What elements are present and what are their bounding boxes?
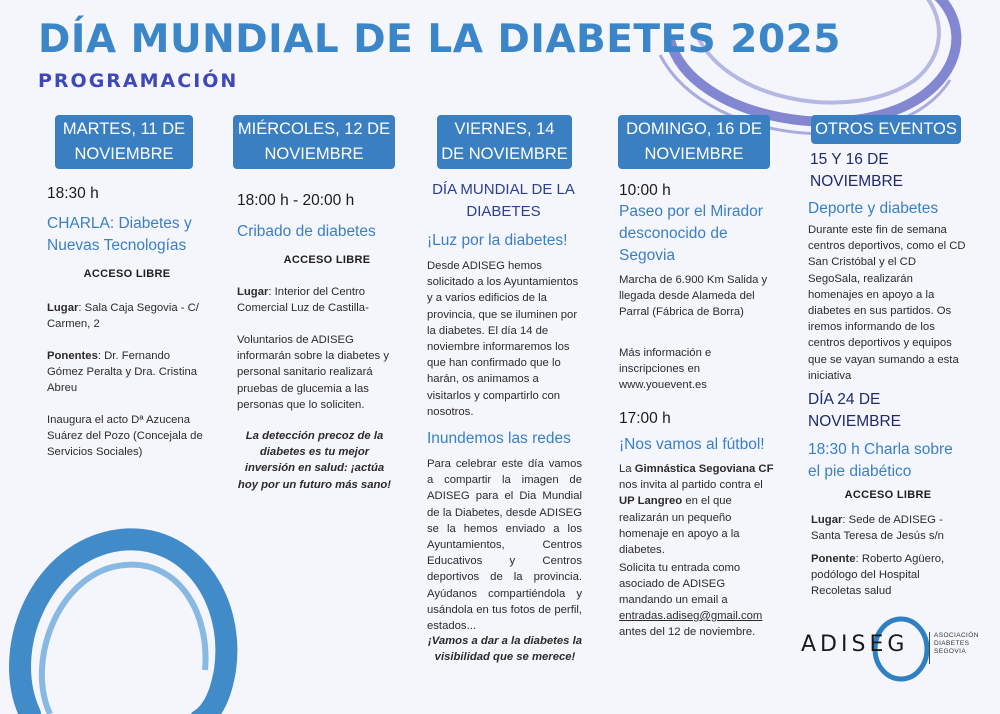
venue-value: : Sala Caja Segovia - C/ Carmen, 2 [47,302,199,331]
redes-text: Para celebrar este día vamos a compartir la imagen de ADISEG para el Dia Mundial de la Diabetes, desde ADISEG se la hemos enviado a los Ayuntamientos, Centros Educativos y Centros deportivos de la provincia. Ayúdanos compartiéndola y usándola en tus fotos de perfil, estados... [427,458,582,633]
logo-tagline-1: ASOCIACIÓN [934,632,979,639]
email-link[interactable]: entradas.adiseg@gmail.com [619,610,763,622]
speaker-label: Ponente [811,553,856,565]
team-1: Gimnástica Segoviana CF [634,463,774,475]
adiseg-logo [801,620,991,680]
inauguration-text: Inaugura el acto Dª Azucena Suárez del Pozo (Concejala de Servicios Sociales) [47,414,203,459]
access-label: ACCESO LIBRE [283,254,371,266]
logo-divider [929,632,930,664]
event-title: CHARLA: Diabetes y Nuevas Tecnologías [47,215,192,254]
event-title: Paseo por el Mirador desconocido de Segovia [619,203,763,264]
page-title: DÍA MUNDIAL DE LA DIABETES 2025 [38,17,841,62]
march-text: Marcha de 6.900 Km Salida y llegada desde Alameda del Parral (Fábrica de Borra) [619,274,768,319]
event-title: ¡Nos vamos al fútbol! [619,436,765,453]
page-subtitle: PROGRAMACIÓN [38,70,239,92]
day-header: OTROS EVENTOS [811,115,961,144]
venue-value: : Interior del Centro Comercial Luz de Castilla- [237,286,369,315]
venue-text [237,284,397,316]
ring-bottom-left-decoration [0,520,240,714]
day-header: MIÉRCOLES, 12 DE NOVIEMBRE [233,115,395,169]
venue-value: : Sede de ADISEG - Santa Teresa de Jesús s/n [811,514,944,543]
deadline-text: antes del 12 de noviembre. [619,626,756,638]
event-dates: DÍA 24 DE NOVIEMBRE [808,391,902,430]
venue-text [47,300,212,332]
event-time: 18:30 h [47,185,99,202]
event-time: 10:00 h [619,182,671,199]
section-title-luz: ¡Luz por la diabetes! [427,232,568,249]
event-dates: 15 Y 16 DE NOVIEMBRE [810,151,904,190]
event-title: Cribado de diabetes [237,223,376,240]
football-mid: nos invita al partido contra el [619,479,763,492]
day-header: MARTES, 11 DE NOVIEMBRE [55,115,193,169]
speaker-text [811,551,961,600]
venue-text [811,512,961,544]
football-post: en el que realizarán un pequeño homenaje en apoyo a la diabetes. [619,495,740,557]
logo-wordmark: ADISEG [801,632,909,657]
venue-label: Lugar [47,302,79,314]
logo-tagline-3: SEGOVIA [934,648,967,655]
football-pre: La [619,463,635,475]
event-title: 18:30 h Charla sobre el pie diabético [808,441,953,480]
day-header: VIERNES, 14 DE NOVIEMBRE [437,115,572,169]
logo-tagline [934,632,979,656]
sports-text: Durante este fin de semana centros deportivos, como el CD San Cristóbal y el CD SegoSala, realizarán homenajes en apoyo a la diabetes en sus partidos. Os iremos informando de los centros deportivos y equipos que se vayan sumando a esta iniciativa [808,224,966,382]
event-time: 17:00 h [619,410,671,427]
speaker-value: : Roberto Agüero, podólogo del Hospital Recoletas salud [811,553,945,598]
speakers-text [47,348,207,397]
description-text: Voluntarios de ADISEG informarán sobre la diabetes y personal sanitario realizará pruebas de glucemia a las personas que lo soliciten. [237,334,389,411]
team-2: UP Langreo [619,495,683,508]
speakers-label: Ponentes [47,350,98,362]
access-label: ACCESO LIBRE [844,489,932,501]
event-time: 18:00 h - 20:00 h [237,192,355,209]
day-header: DOMINGO, 16 DE NOVIEMBRE [618,115,770,169]
event-title: Deporte y diabetes [808,200,939,217]
access-label: ACCESO LIBRE [83,268,171,280]
quote-text: ¡Vamos a dar a la diabetes la visibilidad que se merece! [427,635,583,664]
quote-text: La detección precoz de la diabetes es tu mejor inversión en salud: ¡actúa hoy por un futuro más sano! [237,430,392,491]
logo-tagline-2: DIABETES [934,640,970,647]
luz-text: Desde ADISEG hemos solicitado a los Ayuntamientos y a varios edificios de la provincia, que se iluminen por la diabetes. El día 14 de noviembre informaremos los que han confirmado que lo harán, os animamos a visitarlos y compartirlo con nosotros. [427,260,579,418]
info-text: Más información e inscripciones en www.youevent.es [619,347,712,392]
venue-label: Lugar [811,514,843,526]
venue-label: Lugar [237,286,269,298]
football-text [619,461,777,558]
day-title: DÍA MUNDIAL DE LA DIABETES [432,181,575,220]
section-title-redes: Inundemos las redes [427,430,571,447]
speakers-value: : Dr. Fernando Gómez Peralta y Dra. Cristina Abreu [47,350,198,395]
tickets-text: Solicita tu entrada como asociado de ADISEG mandando un email a [619,562,741,607]
